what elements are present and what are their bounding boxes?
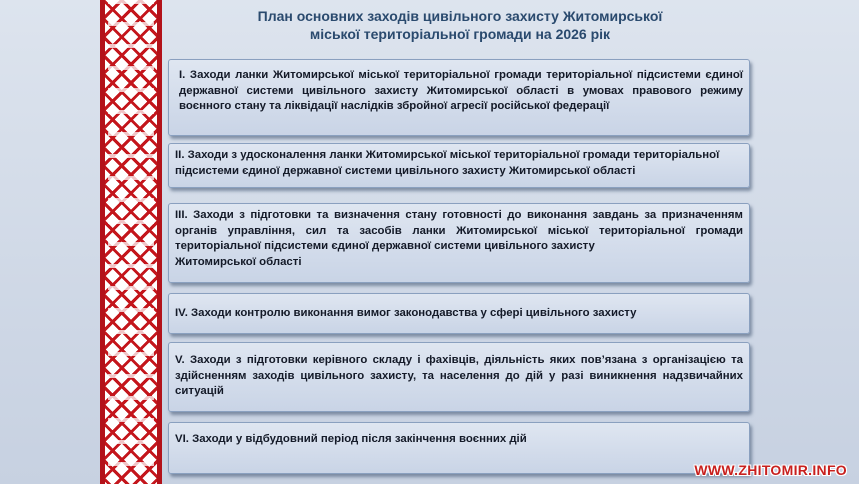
title-line-1: План основних заходів цивільного захисту Житомирської — [257, 8, 663, 24]
embroidery-ornament — [100, 0, 162, 484]
section-3-box — [168, 203, 750, 283]
section-6-box — [168, 422, 750, 474]
section-2-box — [168, 143, 750, 188]
section-4-text: ІV. Заходи контролю виконання вимог законодавства у сфері цивільного захисту — [175, 307, 637, 319]
section-1-box — [168, 59, 750, 136]
section-5-text: V. Заходи з підготовки керівного складу і фахівців, діяльність яких пов’язана з організацією та здійсненням заходів цивільного захисту, та населення до дій у разі виникнення надзвичайних ситуацій — [175, 354, 743, 397]
section-6-text: VІ. Заходи у відбудовний період після закінчення воєнних дій — [175, 433, 527, 445]
section-4-box — [168, 293, 750, 334]
title-line-2: міської територіальної громади на 2026 рік — [309, 26, 611, 42]
embroidery-pattern — [108, 0, 154, 484]
section-3-text-end: Житомирської області — [175, 255, 302, 268]
section-3-text: ІІІ. Заходи з підготовки та визначення стану готовності до виконання завдань за призначенням органів управління, сил та засобів ланки Житомирської міської територіальної громади територіальної підсистеми єдиної державної системи цивільного захисту — [175, 209, 743, 252]
slide-title — [170, 7, 750, 43]
site-watermark: WWW.ZHITOMIR.INFO — [694, 462, 847, 478]
section-1-text: І. Заходи ланки Житомирської міської територіальної громади територіальної підсистеми єдиної державної системи цивільного захисту Житомирської області в умовах правового режиму воєнного стану та ліквідації наслідків збройної агресії російської федерації — [179, 69, 743, 112]
section-2-text: ІІ. Заходи з удосконалення ланки Житомирської міської територіальної громади територіальної підсистеми єдиної державної системи цивільного захисту Житомирської області — [175, 149, 720, 177]
section-5-box — [168, 342, 750, 412]
